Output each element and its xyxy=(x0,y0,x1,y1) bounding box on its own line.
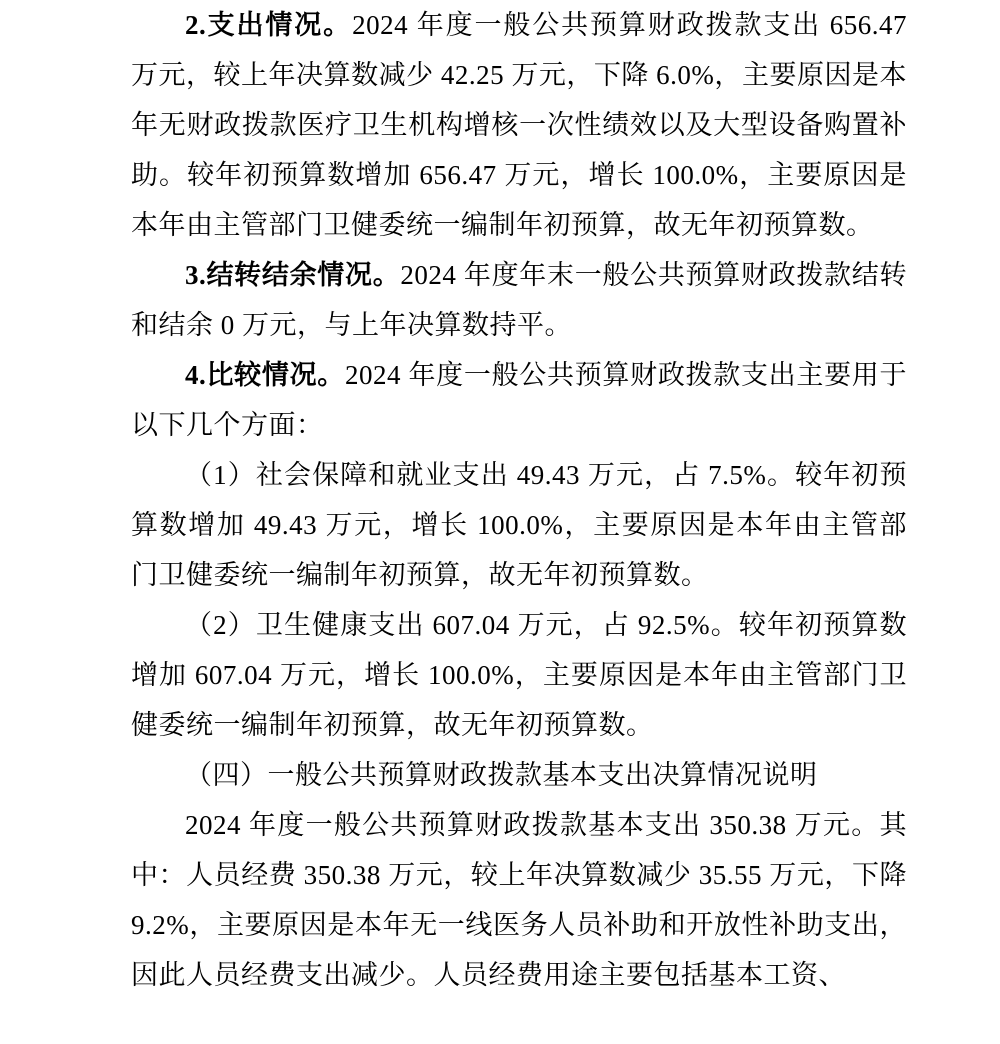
paragraph-social-security-expense xyxy=(131,450,907,600)
paragraph-health-expense xyxy=(131,600,907,750)
paragraph-comparison xyxy=(131,350,907,450)
section-heading-basic-expenditure xyxy=(131,750,907,800)
paragraph-basic-expenditure-detail xyxy=(131,800,907,1000)
paragraph-text: 2024 年度一般公共预算财政拨款支出主要用于以下几个方面： xyxy=(131,360,907,440)
paragraph-text: 2024 年度年末一般公共预算财政拨款结转和结余 0 万元，与上年决算数持平。 xyxy=(131,260,908,340)
paragraph-text: （2）卫生健康支出 607.04 万元，占 92.5%。较年初预算数增加 607.04 万元，增长 100.0%，主要原因是本年由主管部门卫健委统一编制年初预算，故无年初预算数。 xyxy=(131,610,907,740)
paragraph-carryover-balance xyxy=(131,250,907,350)
paragraph-lead-carryover: 3.结转结余情况。 xyxy=(185,260,401,290)
paragraph-text: （1）社会保障和就业支出 49.43 万元，占 7.5%。较年初预算数增加 49.43 万元，增长 100.0%，主要原因是本年由主管部门卫健委统一编制年初预算，故无年初预算数。 xyxy=(131,460,907,590)
paragraph-text: 2024 年度一般公共预算财政拨款基本支出 350.38 万元。其中：人员经费 350.38 万元，较上年决算数减少 35.55 万元，下降 9.2%，主要原因是本年无一线医务人员补助和开放性补助支出，因此人员经费支出减少。人员经费用途主要包括基本工资、 xyxy=(131,810,907,990)
section-heading-text: （四）一般公共预算财政拨款基本支出决算情况说明 xyxy=(185,760,818,790)
paragraph-text: 2024 年度一般公共预算财政拨款支出 656.47 万元，较上年决算数减少 42.25 万元，下降 6.0%，主要原因是本年无财政拨款医疗卫生机构增核一次性绩效以及大型设备购置补助。较年初预算数增加 656.47 万元，增长 100.0%，主要原因是本年由主管部门卫健委统一编制年初预算，故无年初预算数。 xyxy=(131,10,908,240)
paragraph-lead-expenditure: 2.支出情况。 xyxy=(185,10,353,40)
paragraph-lead-comparison: 4.比较情况。 xyxy=(185,360,345,390)
paragraph-expenditure-situation xyxy=(131,0,907,250)
